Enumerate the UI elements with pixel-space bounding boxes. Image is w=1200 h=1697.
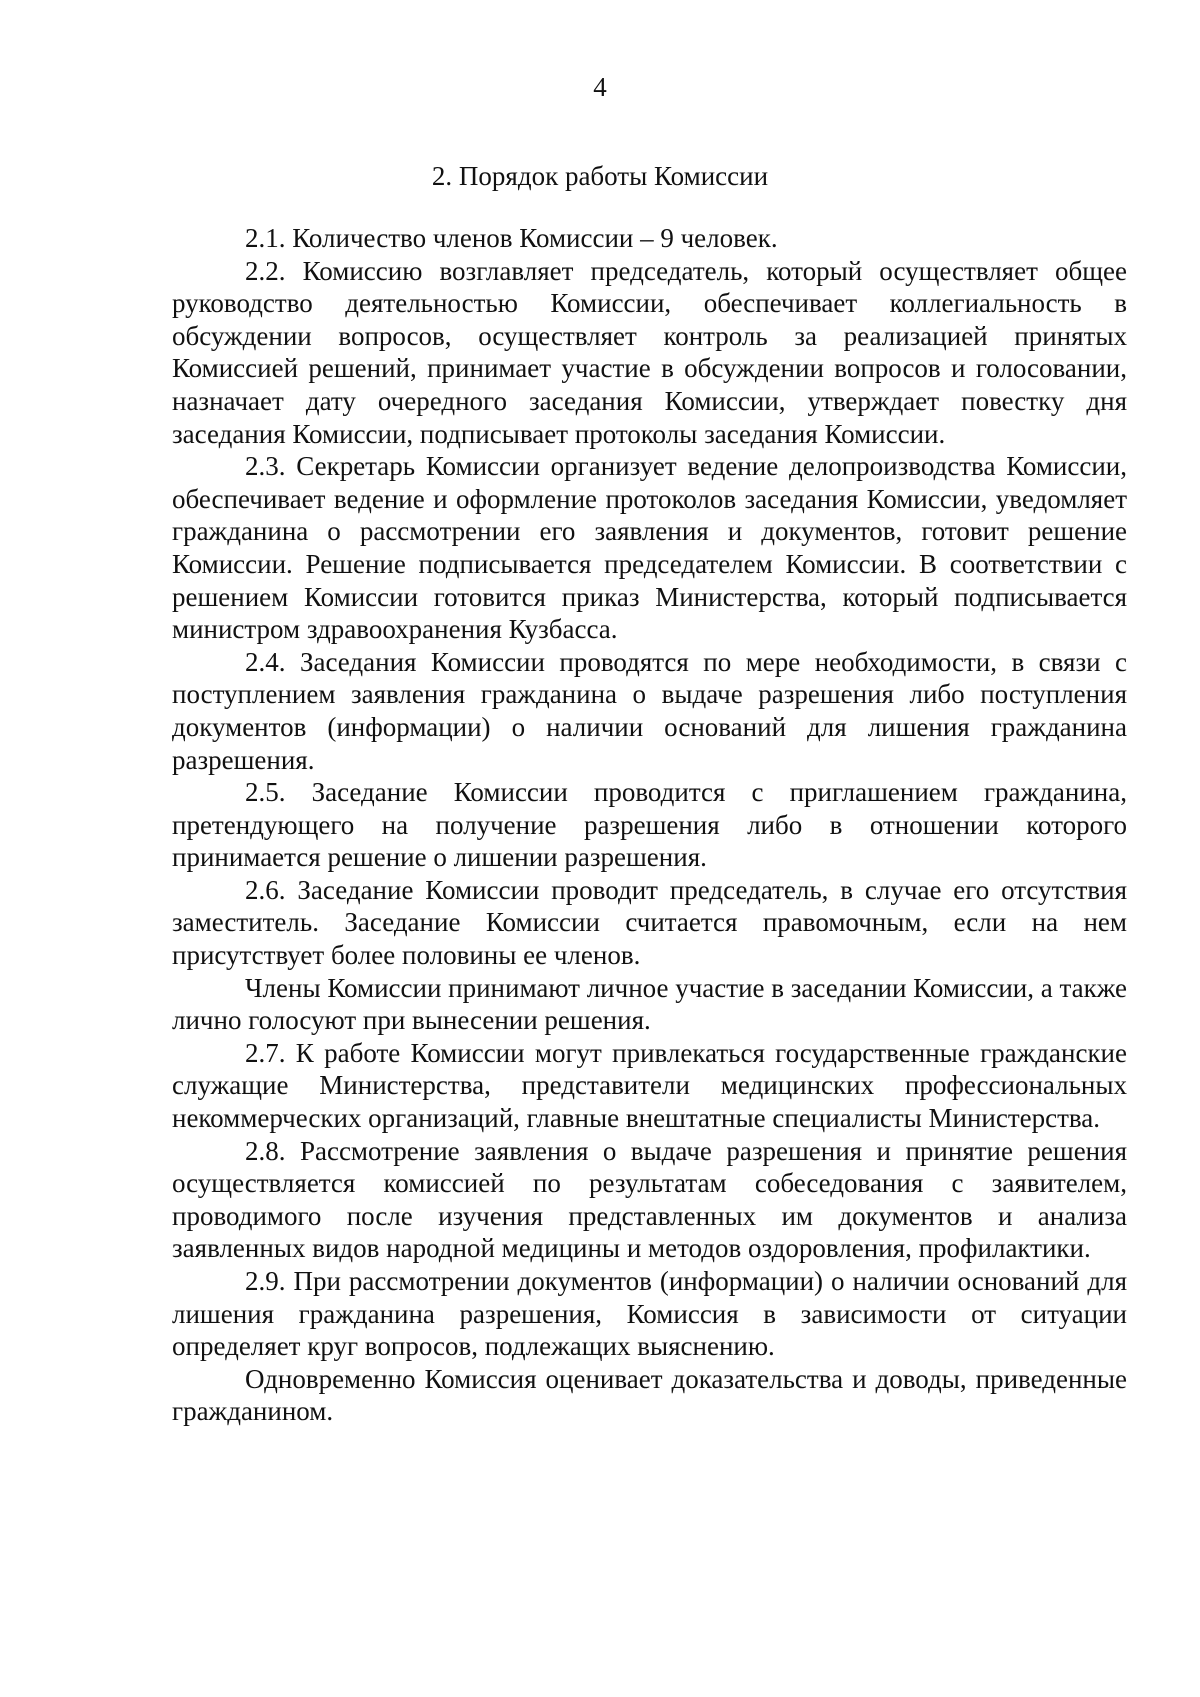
paragraph-2-2: 2.2. Комиссию возглавляет председатель, который осуществляет общее руководство деятельностью Комиссии, обеспечивает коллегиальность в обсуждении вопросов, осуществляет контроль за реализацией принятых Комиссией решений, принимает участие в обсуждении вопросов и голосовании, назначает дату очередного заседания Комиссии, утверждает повестку дня заседания Комиссии, подписывает протоколы заседания Комиссии. — [172, 255, 1127, 449]
paragraph-2-6-members: Члены Комиссии принимают личное участие в заседании Комиссии, а также лично голосуют при вынесении решения. — [172, 972, 1127, 1036]
paragraph-2-5: 2.5. Заседание Комиссии проводится с приглашением гражданина, претендующего на получение разрешения либо в отношении которого принимается решение о лишении разрешения. — [172, 777, 1127, 873]
paragraph-2-4: 2.4. Заседания Комиссии проводятся по мере необходимости, в связи с поступлением заявления гражданина о выдаче разрешения либо поступления документов (информации) о наличии оснований для лишения гражданина разрешения. — [172, 646, 1127, 775]
paragraph-2-6: 2.6. Заседание Комиссии проводит председатель, в случае его отсутствия заместитель. Заседание Комиссии считается правомочным, если на нем присутствует более половины ее членов. — [172, 874, 1127, 971]
paragraph-2-1: 2.1. Количество членов Комиссии – 9 человек. — [245, 223, 778, 253]
document-body — [172, 222, 1127, 1428]
paragraph-2-8: 2.8. Рассмотрение заявления о выдаче разрешения и принятие решения осуществляется комиссией по результатам собеседования с заявителем, проводимого после изучения представленных им документов и анализа заявленных видов народной медицины и методов оздоровления, профилактики. — [172, 1135, 1127, 1264]
section-title: 2. Порядок работы Комиссии — [431, 161, 769, 191]
paragraph-2-9: 2.9. При рассмотрении документов (информации) о наличии оснований для лишения гражданина разрешения, Комиссия в зависимости от ситуации определяет круг вопросов, подлежащих выяснению. — [172, 1266, 1127, 1362]
page-number: 4 — [593, 72, 607, 102]
paragraph-2-9-evaluation: Одновременно Комиссия оценивает доказательства и доводы, приведенные гражданином. — [172, 1363, 1127, 1427]
paragraph-2-7: 2.7. К работе Комиссии могут привлекаться государственные гражданские служащие Министерства, представители медицинских профессиональных некоммерческих организаций, главные внештатные специалисты Министерства. — [172, 1037, 1127, 1134]
paragraph-2-3: 2.3. Секретарь Комиссии организует ведение делопроизводства Комиссии, обеспечивает ведение и оформление протоколов заседания Комиссии, уведомляет гражданина о рассмотрении его заявления и документов, готовит решение Комиссии. Решение подписывается председателем Комиссии. В соответствии с решением Комиссии готовится приказ Министерства, который подписывается министром здравоохранения Кузбасса. — [172, 451, 1127, 645]
